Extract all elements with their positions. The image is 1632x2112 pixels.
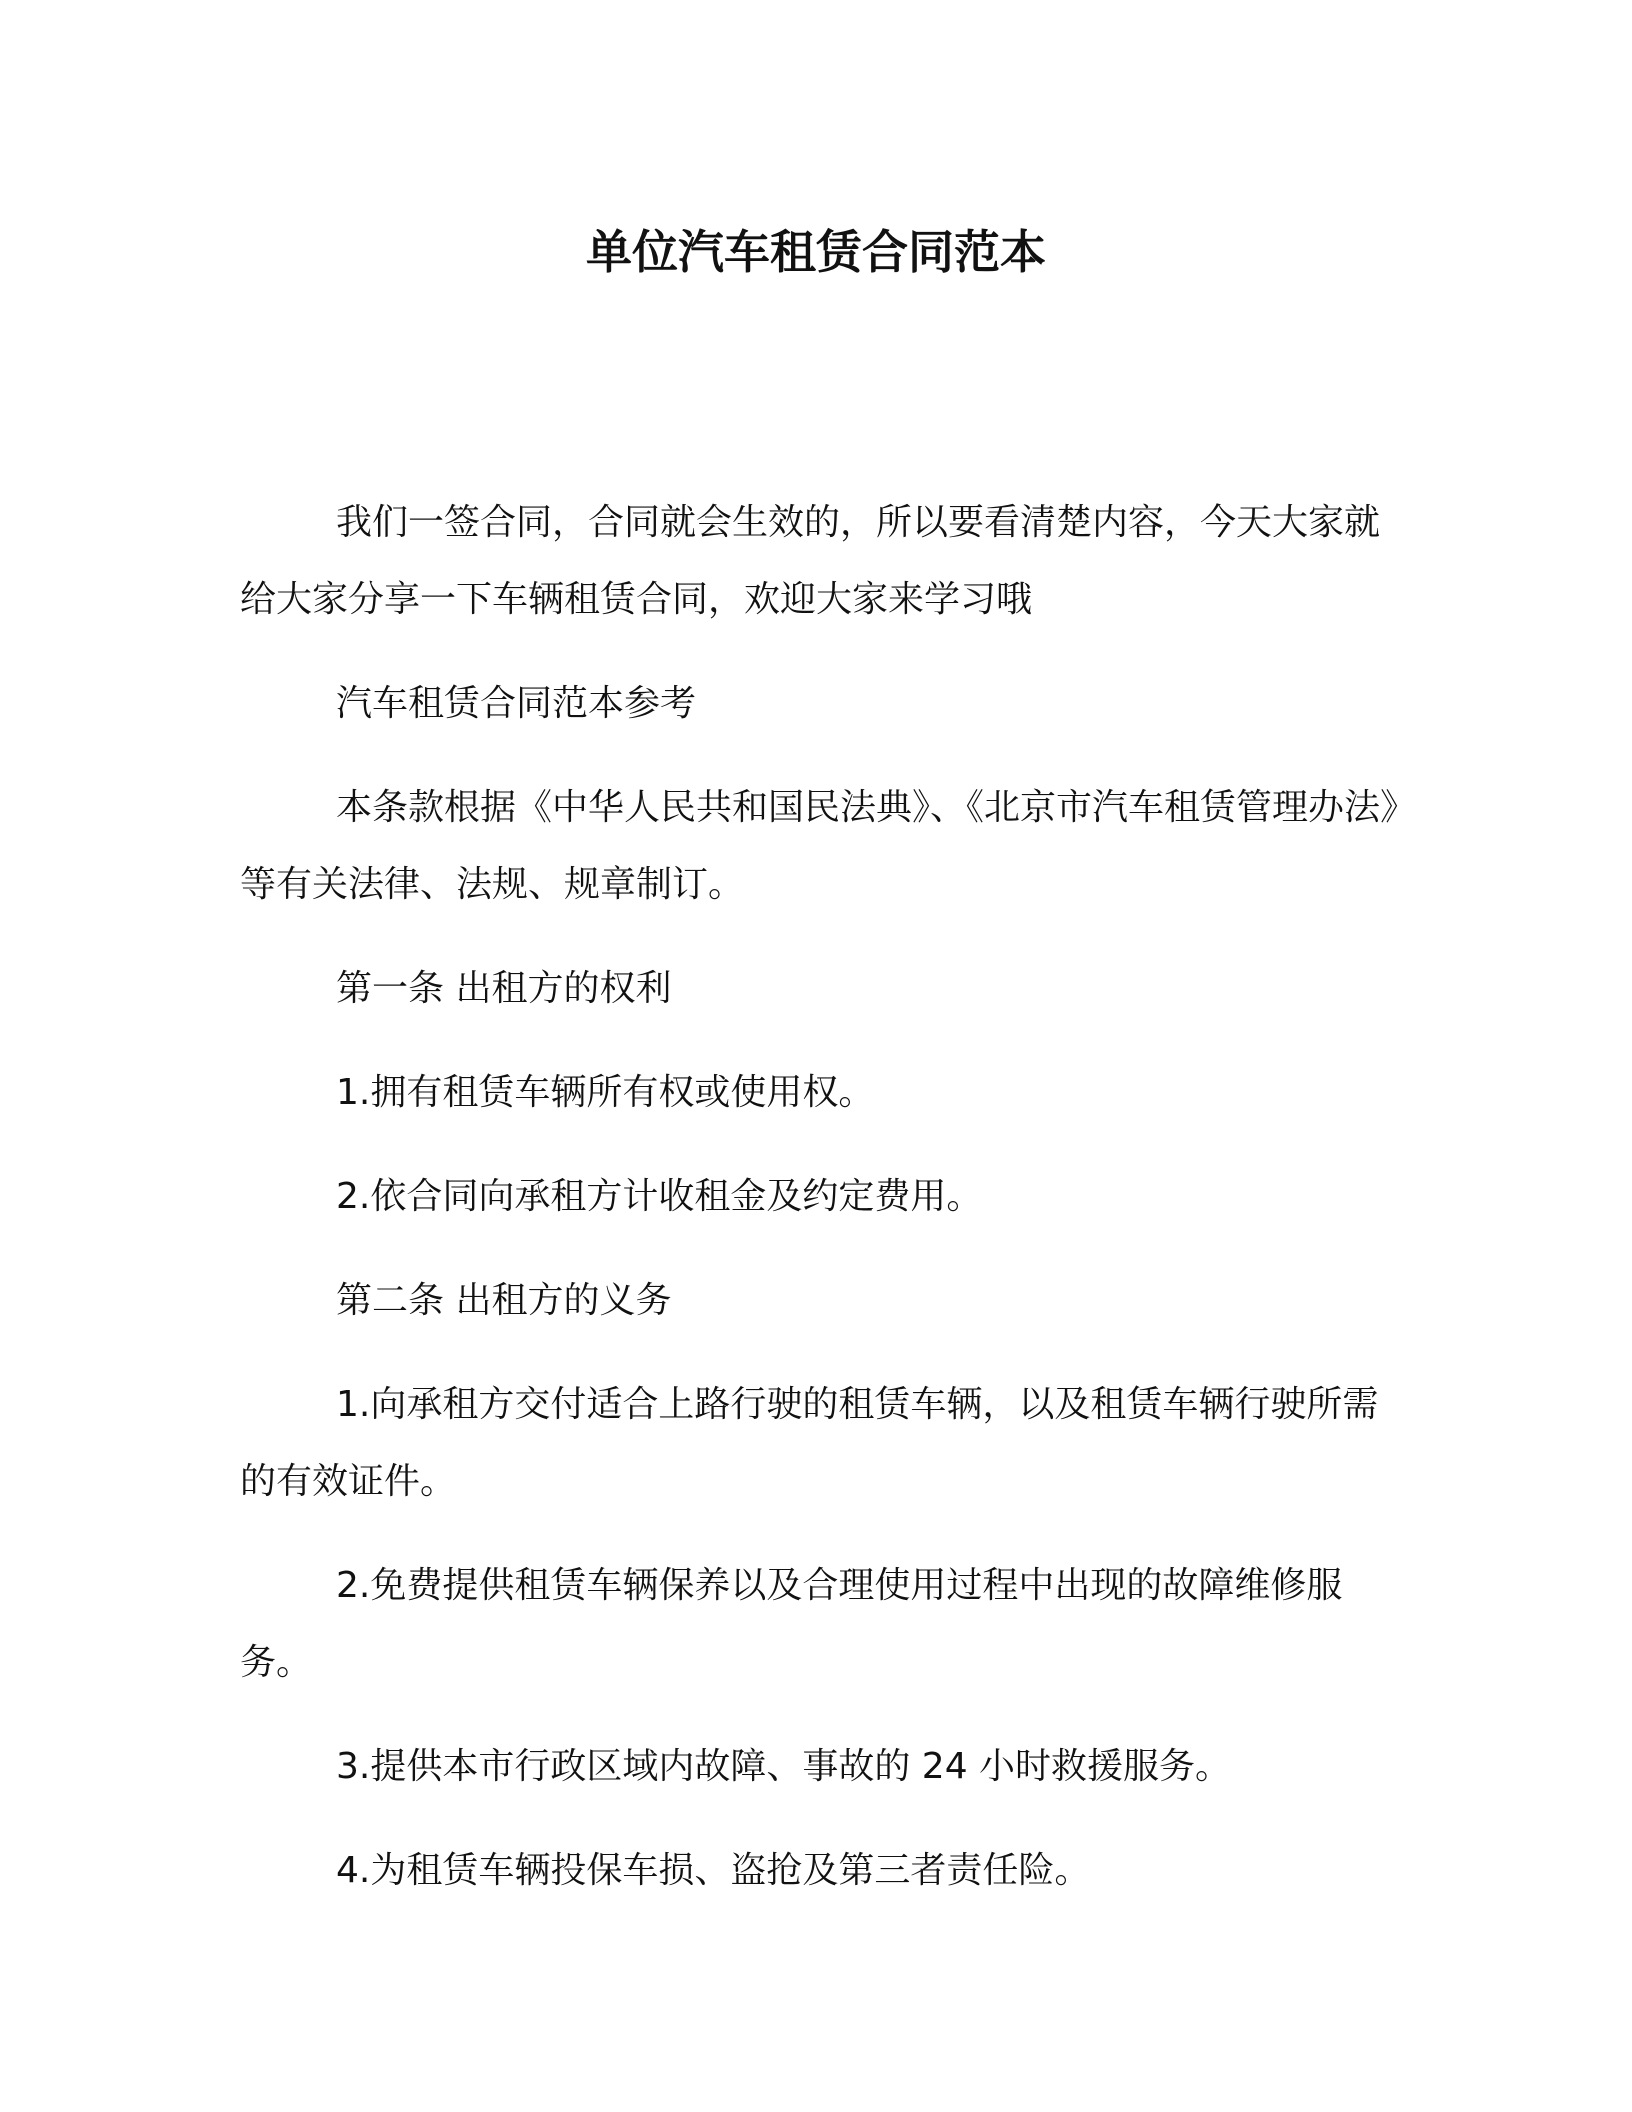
article-2-item-4: 4.为租赁车辆投保车损、盗抢及第三者责任险。	[336, 1850, 1091, 1891]
article-1-heading: 第一条 出租方的权利	[336, 968, 672, 1009]
article-2-item-2: 2.免费提供租赁车辆保养以及合理使用过程中出现的故障维修服务。	[240, 1565, 1343, 1683]
article-2-item-1: 1.向承租方交付适合上路行驶的租赁车辆，以及租赁车辆行驶所需的有效证件。	[240, 1384, 1379, 1502]
article-1-item-1: 1.拥有租赁车辆所有权或使用权。	[336, 1072, 875, 1113]
article-1-item-2: 2.依合同向承租方计收租金及约定费用。	[336, 1176, 983, 1217]
article-2-heading: 第二条 出租方的义务	[336, 1280, 672, 1321]
document-body	[240, 484, 1400, 1909]
article-2-item-3: 3.提供本市行政区域内故障、事故的 24 小时救援服务。	[336, 1746, 1232, 1787]
document-title: 单位汽车租赁合同范本	[586, 225, 1046, 279]
paragraph-reference-heading: 汽车租赁合同范本参考	[336, 683, 697, 724]
paragraph-intro: 我们一签合同，合同就会生效的，所以要看清楚内容，今天大家就给大家分享一下车辆租赁合同，欢迎大家来学习哦	[240, 502, 1381, 620]
paragraph-legal-basis: 本条款根据《中华人民共和国民法典》、《北京市汽车租赁管理办法》等有关法律、法规、规章制订。	[240, 787, 1399, 905]
